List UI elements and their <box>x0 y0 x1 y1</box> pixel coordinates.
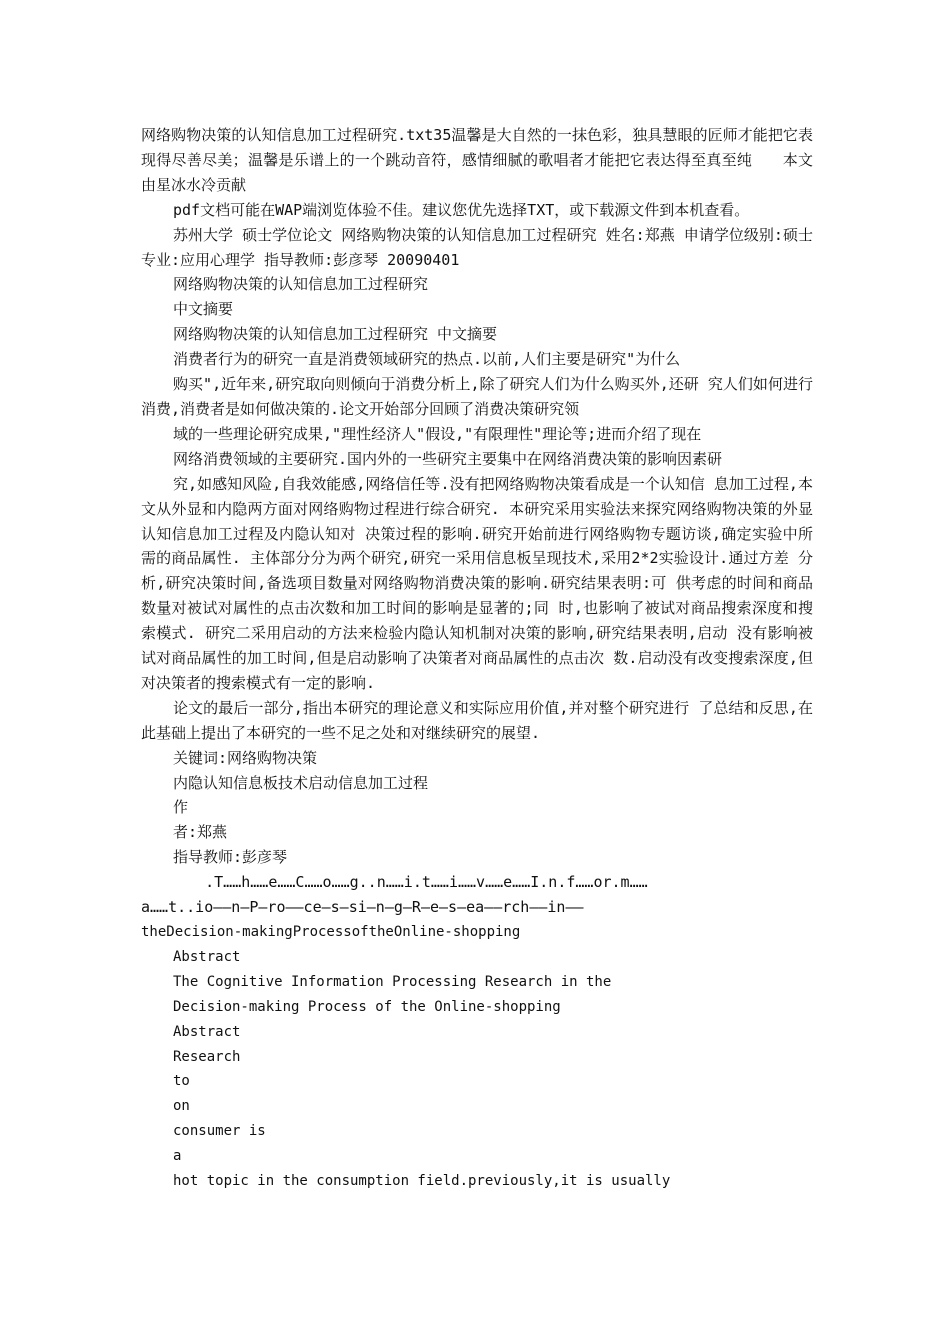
abstract-para2: 论文的最后一部分,指出本研究的理论意义和实际应用价值,并对整个研究进行 了总结和反思,在此基础上提出了本研究的一些不足之处和对继续研究的展望. <box>141 698 813 742</box>
en-abstract-label: Abstract <box>173 1023 241 1040</box>
abstract-para1-body: 究,如感知风险,自我效能感,网络信任等.没有把网络购物决策看成是一个认知信 息加工过程,本文从外显和内隐两方面对网络购物过程进行综合研究. 本研究采用实验法来探究网络购物决策的外显认知信息加工过程及内隐认知对 决策过程的影响.研究开始前进行网络购物专题访谈,确定实验中所需的商品属性. 主体部分分为两个研究,研究一采用信息板呈现技术,采用2*2实验设计.通过方差 分析,研究决策时间,备选项目数量对网络购物消费决策的影响.研究结果表明:可 供考虑的时间和商品数量对被试对属性的点击次数和加工时间的影响是显著的;同 时,也影响了被试对商品搜索深度和搜索模式. 研究二采用启动的方法来检验内隐认知机制对决策的影响,研究结果表明,启动 没有影响被试对商品属性的加工时间,但是启动影响了决策者对商品属性的点击次 数.启动没有改变搜索深度,但对决策者的搜索模式有一定的影响. <box>141 474 813 692</box>
author-label: 作 <box>173 798 189 817</box>
garbled-title-line2: a……t..io——n—P—ro——ce—s—si—n—g—R—e—s—ea——rch——in—— <box>141 898 584 917</box>
abstract-cn-heading: 中文摘要 <box>173 300 234 319</box>
garbled-title-line1: .T……h……e……C……o……g..n……i.t……i……v……e……I.n.f……or.m…… <box>169 873 648 892</box>
en-text-line: to <box>173 1073 190 1090</box>
keywords-continued: 内隐认知信息板技术启动信息加工过程 <box>173 773 429 792</box>
en-text-line: a <box>173 1148 182 1165</box>
en-abstract-heading: Abstract <box>173 948 241 965</box>
abstract-para1-line3: 域的一些理论研究成果,"理性经济人"假设,"有限理性"理论等;进而介绍了现在 <box>173 424 702 443</box>
advisor: 指导教师:彭彦琴 <box>173 848 288 867</box>
abstract-para1-line1: 消费者行为的研究一直是消费领域研究的热点.以前,人们主要是研究"为什么 <box>173 350 681 369</box>
document-page <box>141 123 813 1194</box>
en-title-line1: The Cognitive Information Processing Research in the <box>173 973 612 990</box>
en-title-line2: Decision-making Process of the Online-shopping <box>173 998 561 1015</box>
abstract-para1-line4: 网络消费领域的主要研究.国内外的一些研究主要集中在网络消费决策的影响因素研 <box>173 449 723 468</box>
thesis-info: 苏州大学 硕士学位论文 网络购物决策的认知信息加工过程研究 姓名:郑燕 申请学位级别:硕士 专业:应用心理学 指导教师:彭彦琴 20090401 <box>141 225 813 269</box>
abstract-para1-line2: 购买",近年来,研究取向则倾向于消费分析上,除了研究人们为什么购买外,还研 究人们如何进行消费,消费者是如何做决策的.论文开始部分回顾了消费决策研究领 <box>141 375 813 418</box>
pdf-notice: pdf文档可能在WAP端浏览体验不佳。建议您优先选择TXT，或下载源文件到本机查看。 <box>173 200 750 219</box>
en-text-line: Research <box>173 1048 241 1065</box>
author-name: 者:郑燕 <box>173 823 228 842</box>
keywords: 关键词:网络购物决策 <box>173 748 318 767</box>
intro-paragraph: 网络购物决策的认知信息加工过程研究.txt35温馨是大自然的一抹色彩，独具慧眼的匠师才能把它表现得尽善尽美；温馨是乐谱上的一个跳动音符，感情细腻的歌唱者才能把它表达得至真至纯 本文由星冰水冷贡献 <box>141 126 813 194</box>
en-text-line: on <box>173 1098 190 1115</box>
en-text-line: hot topic in the consumption field.previously,it is usually <box>173 1173 671 1190</box>
en-text-line: consumer is <box>173 1123 266 1140</box>
garbled-title-line3: theDecision-makingProcessoftheOnline-shopping <box>141 924 521 940</box>
title-with-abstract: 网络购物决策的认知信息加工过程研究 中文摘要 <box>173 325 498 344</box>
thesis-title: 网络购物决策的认知信息加工过程研究 <box>173 275 429 294</box>
